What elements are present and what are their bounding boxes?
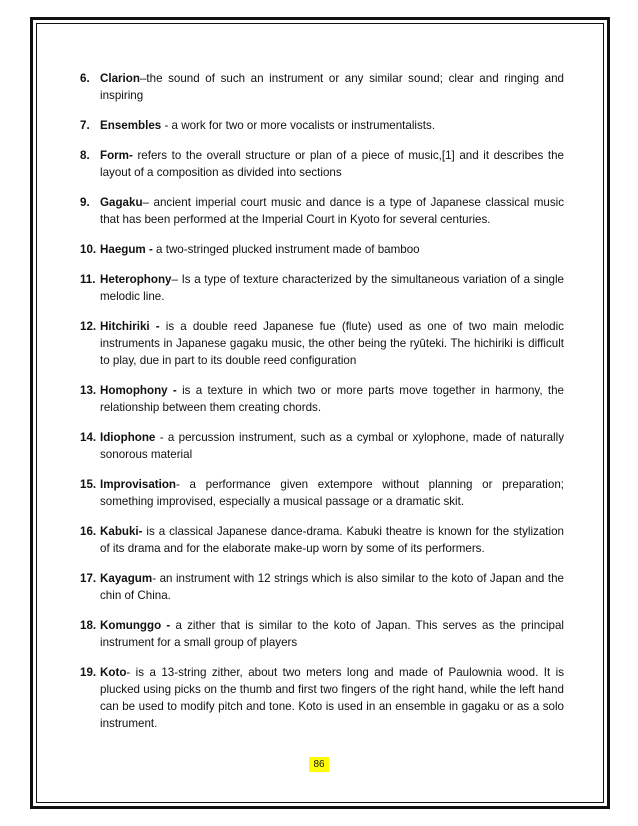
entry-definition: is a classical Japanese dance-drama. Kabuki theatre is known for the stylization of its drama and for the elaborate make-up worn by some of its performers. — [100, 525, 564, 555]
entry-term: Haegum - — [100, 243, 153, 256]
glossary-entry — [80, 617, 564, 651]
entry-number: 16. — [80, 525, 97, 538]
entry-definition: – Is a type of texture characterized by the simultaneous variation of a single melodic line. — [100, 273, 564, 303]
entry-number: 12. — [80, 320, 97, 333]
glossary-entry — [80, 570, 564, 604]
entry-definition: is a double reed Japanese fue (flute) used as one of two main melodic instruments in Japanese gagaku music, the other being the ryūteki. The hichiriki is difficult to play, due in part to its double reed configuration — [100, 320, 564, 367]
entry-number: 8. — [80, 149, 90, 162]
entry-number: 6. — [80, 72, 90, 85]
entry-term: Idiophone — [100, 431, 156, 444]
entry-term: Komunggo - — [100, 619, 171, 632]
entry-term: Kabuki- — [100, 525, 143, 538]
entry-number: 17. — [80, 572, 97, 585]
entry-number: 19. — [80, 666, 97, 679]
entry-definition: - is a 13-string zither, about two meters long and made of Paulownia wood. It is plucked using picks on the thumb and first two fingers of the right hand, while the left hand can be used to modify pitch and tone. Koto is used in an ensemble in gagaku or as a solo instrument. — [100, 666, 564, 730]
entry-number: 15. — [80, 478, 97, 491]
glossary-entry — [80, 241, 564, 258]
glossary-list — [80, 70, 564, 732]
entry-number: 18. — [80, 619, 97, 632]
entry-term: Form- — [100, 149, 133, 162]
glossary-entry — [80, 318, 564, 369]
entry-definition: - a performance given extempore without planning or preparation; something improvised, especially a musical passage or a dramatic skit. — [100, 478, 564, 508]
entry-term: Heterophony — [100, 273, 172, 286]
entry-definition: - an instrument with 12 strings which is also similar to the koto of Japan and the chin of China. — [100, 572, 564, 602]
glossary-entry — [80, 194, 564, 228]
entry-term: Hitchiriki - — [100, 320, 160, 333]
entry-definition: is a texture in which two or more parts move together in harmony, the relationship between them creating chords. — [100, 384, 564, 414]
glossary-entry — [80, 147, 564, 181]
entry-number: 14. — [80, 431, 97, 444]
entry-term: Koto — [100, 666, 127, 679]
entry-term: Clarion — [100, 72, 140, 85]
glossary-entry — [80, 523, 564, 557]
entry-term: Homophony - — [100, 384, 177, 397]
glossary-entry — [80, 271, 564, 305]
entry-definition: –the sound of such an instrument or any similar sound; clear and ringing and inspiring — [100, 72, 564, 102]
entry-number: 11. — [80, 273, 96, 286]
entry-term: Gagaku — [100, 196, 143, 209]
entry-number: 13. — [80, 384, 97, 397]
entry-term: Improvisation — [100, 478, 177, 491]
entry-term: Ensembles — [100, 119, 162, 132]
entry-number: 10. — [80, 243, 97, 256]
entry-term: Kayagum — [100, 572, 153, 585]
entry-definition: - a work for two or more vocalists or instrumentalists. — [161, 119, 436, 132]
glossary-entry — [80, 70, 564, 104]
entry-number: 7. — [80, 119, 90, 132]
entry-definition: - a percussion instrument, such as a cymbal or xylophone, made of naturally sonorous material — [100, 431, 564, 461]
entry-definition: a zither that is similar to the koto of Japan. This serves as the principal instrument for a small group of players — [100, 619, 564, 649]
glossary-entry — [80, 117, 564, 134]
entry-definition: refers to the overall structure or plan of a piece of music,[1] and it describes the layout of a composition as divided into sections — [100, 149, 564, 179]
glossary-entry — [80, 476, 564, 510]
entry-number: 9. — [80, 196, 90, 209]
glossary-entry — [80, 429, 564, 463]
page-number: 86 — [309, 757, 329, 772]
entry-definition: a two-stringed plucked instrument made of bamboo — [152, 243, 420, 256]
glossary-content — [80, 70, 564, 745]
entry-definition: – ancient imperial court music and dance is a type of Japanese classical music that has been performed at the Imperial Court in Kyoto for several centuries. — [100, 196, 564, 226]
glossary-entry — [80, 664, 564, 732]
glossary-entry — [80, 382, 564, 416]
